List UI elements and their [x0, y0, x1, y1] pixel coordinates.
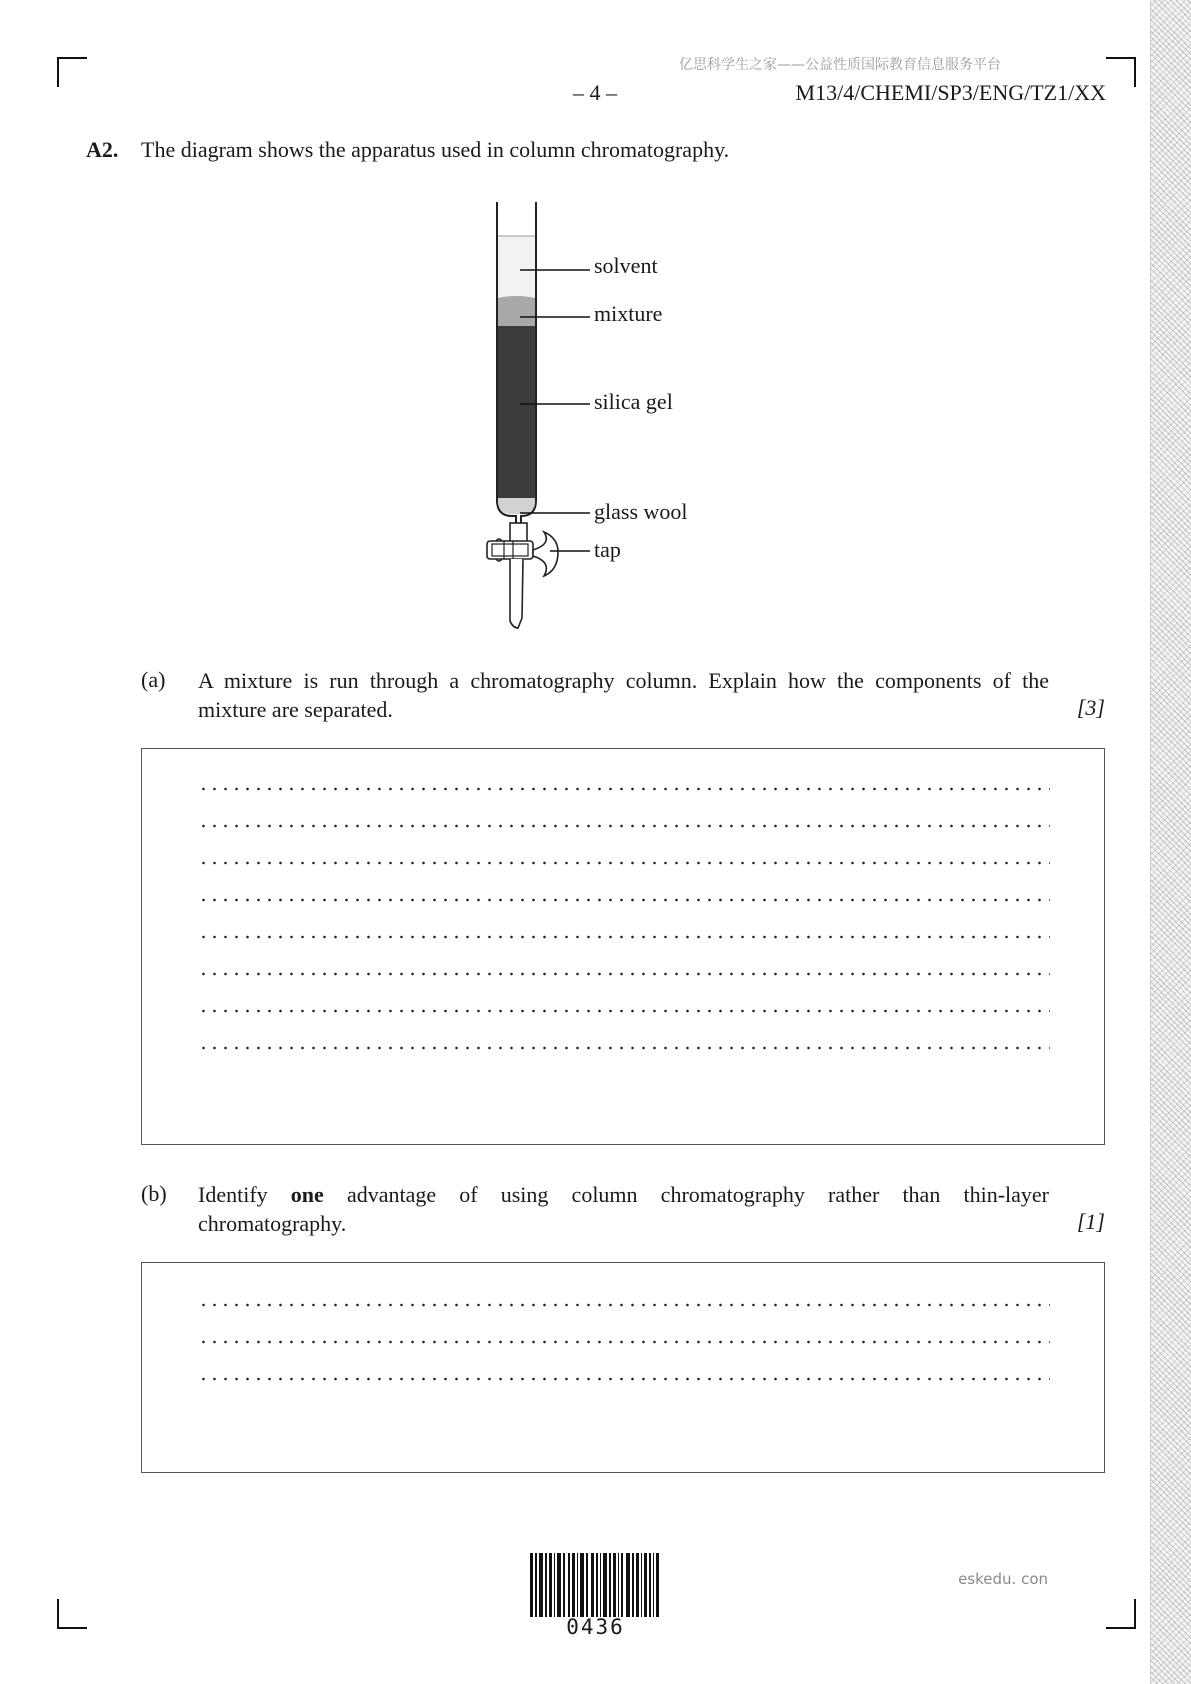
emphasis-one: one — [290, 1182, 324, 1207]
answer-line — [198, 1340, 1050, 1344]
chromatography-column-diagram — [470, 198, 730, 638]
answer-line — [198, 935, 1050, 939]
page-edge-hatching — [1150, 0, 1191, 1684]
label-tap: tap — [594, 537, 621, 562]
part-b-text — [198, 1180, 1049, 1238]
label-mixture: mixture — [594, 301, 663, 326]
part-a-answer-box[interactable] — [141, 748, 1105, 1145]
footer-watermark: eskedu. con — [958, 1570, 1048, 1588]
answer-line — [198, 861, 1050, 865]
paper-code: M13/4/CHEMI/SP3/ENG/TZ1/XX — [795, 80, 1106, 105]
answer-line — [198, 1377, 1050, 1381]
label-solvent: solvent — [594, 253, 658, 278]
answer-line — [198, 972, 1050, 976]
label-glass-wool: glass wool — [594, 499, 688, 524]
question-stem: The diagram shows the apparatus used in column chromatography. — [141, 137, 730, 162]
part-b-answer-box[interactable] — [141, 1262, 1105, 1473]
header-watermark: 亿思科学生之家——公益性质国际教育信息服务平台 — [679, 57, 1001, 73]
crop-mark-top-right — [1106, 57, 1136, 87]
part-a-line2: mixture are separated. — [198, 697, 393, 722]
answer-line — [198, 824, 1050, 828]
part-a-text — [198, 666, 1049, 724]
answer-line — [198, 898, 1050, 902]
answer-line — [198, 787, 1050, 791]
part-b-label: (b) — [141, 1181, 167, 1206]
barcode — [530, 1553, 661, 1617]
label-silica-gel: silica gel — [594, 389, 673, 414]
part-b-line2: chromatography. — [198, 1211, 347, 1236]
part-b-line1: Identify one advantage of using column chromatography rather than thin-layer — [198, 1182, 1049, 1207]
part-a-marks: [3] — [1076, 695, 1105, 720]
answer-line — [198, 1046, 1050, 1050]
crop-mark-bottom-left — [57, 1599, 87, 1629]
answer-line — [198, 1009, 1050, 1013]
part-a-label: (a) — [141, 667, 166, 692]
page-number: – 4 – — [573, 80, 617, 105]
barcode-number: 0436 — [566, 1615, 625, 1639]
crop-mark-top-left — [57, 57, 87, 87]
answer-line — [198, 1303, 1050, 1307]
part-a-line1: A mixture is run through a chromatography column. Explain how the components of the — [198, 668, 1049, 693]
question-number: A2. — [86, 137, 119, 162]
crop-mark-bottom-right — [1106, 1599, 1136, 1629]
part-b-marks: [1] — [1076, 1209, 1105, 1234]
